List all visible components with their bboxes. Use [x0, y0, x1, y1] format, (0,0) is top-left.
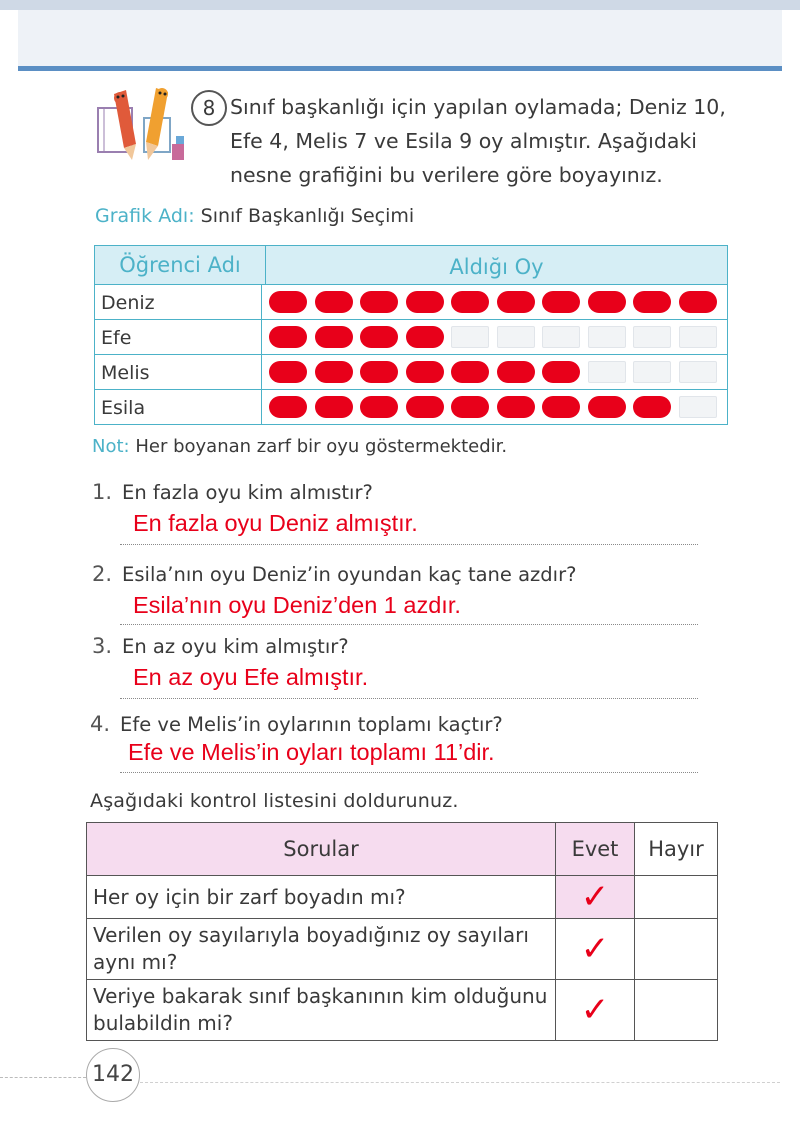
- envelope-empty-icon[interactable]: [588, 326, 626, 348]
- answer-2: Esila’nın oyu Deniz’den 1 azdır.: [133, 592, 461, 618]
- envelope-filled-icon[interactable]: [315, 396, 353, 418]
- checklist-question: Her oy için bir zarf boyadın mı?: [87, 876, 556, 919]
- envelope-filled-icon[interactable]: [451, 291, 489, 313]
- envelope-empty-icon[interactable]: [451, 326, 489, 348]
- pencil-mascot-icon: [96, 84, 188, 172]
- question-2: 2. Esila’nın oyu Deniz’in oyundan kaç tane azdır?: [92, 562, 577, 586]
- checklist-instruction: Aşağıdaki kontrol listesini doldurunuz.: [90, 790, 459, 812]
- envelope-empty-icon[interactable]: [679, 326, 717, 348]
- checklist-header-yes: Evet: [556, 823, 635, 876]
- answer-line: [120, 544, 698, 545]
- envelope-filled-icon[interactable]: [679, 291, 717, 313]
- graph-note: [92, 436, 507, 457]
- graph-title-text: Sınıf Başkanlığı Seçimi: [200, 205, 415, 227]
- checklist-row: [87, 876, 718, 919]
- header-line: [18, 66, 782, 71]
- checkmark-icon[interactable]: ✓: [556, 876, 635, 919]
- envelope-filled-icon[interactable]: [451, 361, 489, 383]
- answer-line: [120, 624, 698, 625]
- envelope-empty-icon[interactable]: [633, 361, 671, 383]
- no-cell[interactable]: [635, 876, 718, 919]
- question-4: 4. Efe ve Melis’in oylarının toplamı kaçtır?: [90, 712, 503, 736]
- pictograph-row: [95, 285, 727, 320]
- page-line: [140, 1082, 780, 1083]
- envelope-filled-icon[interactable]: [542, 291, 580, 313]
- no-cell[interactable]: [635, 919, 718, 980]
- answer-1: En fazla oyu Deniz almıştır.: [133, 510, 418, 536]
- envelope-filled-icon[interactable]: [542, 361, 580, 383]
- envelope-filled-icon[interactable]: [315, 291, 353, 313]
- student-name: Deniz: [95, 285, 262, 319]
- top-band: [0, 0, 800, 10]
- envelope-filled-icon[interactable]: [451, 396, 489, 418]
- envelope-filled-icon[interactable]: [542, 396, 580, 418]
- student-name: Efe: [95, 320, 262, 354]
- page-number: 142: [86, 1048, 140, 1102]
- checklist-header-questions: Sorular: [87, 823, 556, 876]
- note-label: Not:: [92, 436, 130, 457]
- checklist-row: [87, 919, 718, 980]
- question-1: 1. En fazla oyu kim almıstır?: [92, 480, 373, 504]
- envelope-filled-icon[interactable]: [588, 396, 626, 418]
- checkmark-icon[interactable]: ✓: [556, 919, 635, 980]
- envelope-filled-icon[interactable]: [315, 326, 353, 348]
- envelope-filled-icon[interactable]: [360, 326, 398, 348]
- student-name: Melis: [95, 355, 262, 389]
- pictograph-row: [95, 355, 727, 390]
- envelope-filled-icon[interactable]: [360, 396, 398, 418]
- envelope-filled-icon[interactable]: [497, 396, 535, 418]
- answer-3: En az oyu Efe almıştır.: [133, 664, 369, 690]
- pictograph-header: [95, 246, 727, 285]
- envelope-filled-icon[interactable]: [269, 291, 307, 313]
- answer-line: [120, 772, 698, 773]
- envelope-filled-icon[interactable]: [406, 291, 444, 313]
- checklist-question: Veriye bakarak sınıf başkanının kim olduğunu bulabildin mi?: [87, 980, 556, 1041]
- checklist-question: Verilen oy sayılarıyla boyadığınız oy sayıları aynı mı?: [87, 919, 556, 980]
- envelope-empty-icon[interactable]: [679, 396, 717, 418]
- envelope-filled-icon[interactable]: [406, 326, 444, 348]
- checklist-header-no: Hayır: [635, 823, 718, 876]
- envelope-filled-icon[interactable]: [406, 396, 444, 418]
- header-votes: Aldığı Oy: [449, 255, 544, 279]
- checklist-row: [87, 980, 718, 1041]
- envelope-filled-icon[interactable]: [269, 396, 307, 418]
- note-text: Her boyanan zarf bir oyu göstermektedir.: [135, 436, 508, 457]
- pictograph-table: [94, 245, 728, 425]
- envelope-filled-icon[interactable]: [497, 291, 535, 313]
- envelope-filled-icon[interactable]: [360, 361, 398, 383]
- answer-line: [120, 698, 698, 699]
- header-student-name: Öğrenci Adı: [95, 246, 266, 284]
- graph-title-label: Grafik Adı:: [95, 205, 195, 227]
- envelope-filled-icon[interactable]: [406, 361, 444, 383]
- graph-title: [95, 205, 414, 227]
- student-name: Esila: [95, 390, 262, 424]
- envelope-empty-icon[interactable]: [542, 326, 580, 348]
- envelope-filled-icon[interactable]: [360, 291, 398, 313]
- header-strip: [18, 10, 782, 68]
- envelope-filled-icon[interactable]: [315, 361, 353, 383]
- question-number: 8: [191, 90, 227, 126]
- envelope-filled-icon[interactable]: [633, 396, 671, 418]
- envelope-filled-icon[interactable]: [497, 361, 535, 383]
- envelope-filled-icon[interactable]: [269, 361, 307, 383]
- question-3: 3. En az oyu kim almıştır?: [92, 634, 349, 658]
- envelope-empty-icon[interactable]: [497, 326, 535, 348]
- envelope-empty-icon[interactable]: [633, 326, 671, 348]
- no-cell[interactable]: [635, 980, 718, 1041]
- pictograph-row: [95, 390, 727, 424]
- envelope-filled-icon[interactable]: [269, 326, 307, 348]
- answer-4: Efe ve Melis’in oyları toplamı 11’dir.: [128, 739, 495, 765]
- envelope-empty-icon[interactable]: [588, 361, 626, 383]
- page-line: [0, 1077, 86, 1078]
- checkmark-icon[interactable]: ✓: [556, 980, 635, 1041]
- envelope-filled-icon[interactable]: [588, 291, 626, 313]
- checklist-table: [86, 822, 718, 1041]
- question-intro: Sınıf başkanlığı için yapılan oylamada; Deniz 10, Efe 4, Melis 7 ve Esila 9 oy almıştır. Aşağıdaki nesne grafiğini bu verilere göre boyayınız.: [230, 95, 726, 187]
- envelope-filled-icon[interactable]: [633, 291, 671, 313]
- pictograph-row: [95, 320, 727, 355]
- envelope-empty-icon[interactable]: [679, 361, 717, 383]
